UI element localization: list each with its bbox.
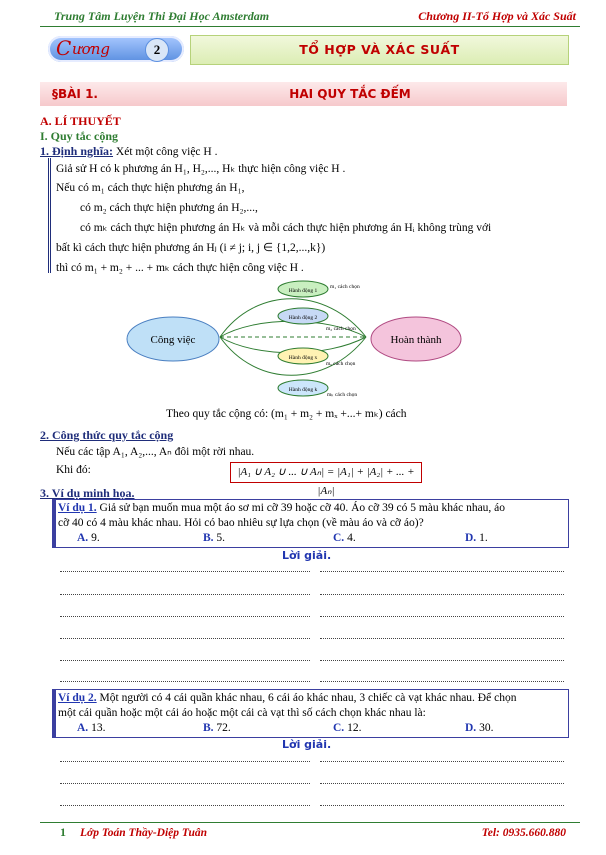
def-line-4: có mₖ cách thực hiện phương án Hₖ và mỗi cách thực hiện phương án Hᵢ không trùng với bbox=[80, 222, 492, 234]
answer-line bbox=[60, 615, 310, 617]
formula-condition: Nếu các tập A₁, A₂,..., Aₙ đôi một rời nhau. bbox=[56, 446, 255, 458]
option-letter: C. bbox=[333, 722, 345, 734]
answer-line bbox=[320, 782, 564, 784]
section-3-heading: 3. Ví dụ minh họa. bbox=[40, 486, 135, 500]
option-letter: A. bbox=[77, 532, 89, 544]
example-2-option-b bbox=[203, 722, 231, 734]
start-label: Công việc bbox=[150, 334, 196, 346]
chapter-number: 2 bbox=[145, 38, 169, 62]
example-1-text-1: Giả sử bạn muốn mua một áo sơ mi cỡ 39 hoặc cỡ 40. Áo cỡ 39 có 5 màu khác nhau, áo bbox=[99, 502, 506, 514]
def-line-1: Giả sử H có k phương án H₁, H₂,..., Hₖ thực hiện công việc H . bbox=[56, 163, 346, 175]
definition-bar bbox=[48, 158, 51, 273]
example-1-option-d bbox=[465, 532, 488, 544]
answer-line bbox=[60, 593, 310, 595]
action-1-label: Hành động 1 bbox=[288, 288, 318, 294]
footer-teacher: Lớp Toán Thầy-Diệp Tuân bbox=[80, 827, 208, 839]
answer-line bbox=[320, 593, 564, 595]
section-a-heading: A. LÍ THUYẾT bbox=[40, 114, 121, 128]
header-rule bbox=[40, 26, 580, 27]
answer-line bbox=[320, 680, 564, 682]
option-letter: B. bbox=[203, 532, 214, 544]
chapter-first-letter: C bbox=[56, 36, 72, 60]
example-2-line-1 bbox=[58, 692, 516, 704]
chapter-title: TỔ HỢP VÀ XÁC SUẤT bbox=[190, 35, 569, 65]
def-line-3: có m₂ cách thực hiện phương án H₂,..., bbox=[80, 202, 258, 214]
option-letter: D. bbox=[465, 532, 477, 544]
addition-formula: |A₁ ∪ A₂ ∪ ... ∪ Aₙ| = |A₁| + |A₂| + ... + |Aₙ| bbox=[230, 462, 422, 483]
chapter-word: ương bbox=[72, 40, 110, 58]
answer-line bbox=[60, 570, 310, 572]
option-letter: C. bbox=[333, 532, 345, 544]
action-x-label: Hành động x bbox=[288, 355, 318, 361]
action-k-label: Hành động k bbox=[288, 387, 318, 393]
addition-rule-diagram bbox=[126, 276, 462, 402]
answer-line bbox=[60, 782, 310, 784]
lesson-title: HAI QUY TẮC ĐẾM bbox=[289, 87, 411, 101]
example-2-option-c bbox=[333, 722, 361, 734]
def-line-5: bất kì cách thực hiện phương án Hⱼ (i ≠ j; i, j ∈ {1,2,...,k}) bbox=[56, 242, 326, 254]
end-label: Hoàn thành bbox=[390, 334, 442, 346]
answer-line bbox=[320, 637, 564, 639]
option-value: 72. bbox=[216, 722, 231, 734]
footer-rule bbox=[40, 822, 580, 823]
example-1-text-2: cỡ 40 có 4 màu khác nhau. Hỏi có bao nhiêu sự lựa chọn (về màu áo và cỡ áo)? bbox=[58, 517, 424, 529]
example-2-text-2: một cái quần hoặc một cái áo hoặc một cái cà vạt thì số cách chọn khác nhau là: bbox=[58, 707, 426, 719]
header-center-name: Trung Tâm Luyện Thi Đại Học Amsterdam bbox=[54, 9, 270, 23]
answer-line bbox=[60, 760, 310, 762]
answer-line bbox=[60, 659, 310, 661]
option-value: 9. bbox=[91, 532, 100, 544]
example-2-label: Ví dụ 2. bbox=[58, 692, 97, 704]
option-letter: D. bbox=[465, 722, 477, 734]
example-2-option-a bbox=[77, 722, 105, 734]
solution-2-label: Lời giải. bbox=[282, 738, 332, 751]
answer-line bbox=[60, 637, 310, 639]
answer-line bbox=[320, 804, 564, 806]
page-number: 1 bbox=[60, 825, 66, 839]
action-x-ways: mₓ cách chọn bbox=[326, 361, 356, 367]
section-2-heading: 2. Công thức quy tắc cộng bbox=[40, 428, 174, 442]
example-1-label: Ví dụ 1. bbox=[58, 502, 97, 514]
definition-label: 1. Định nghĩa: bbox=[40, 144, 114, 158]
action-2-ways: m₂ cách chọn bbox=[326, 326, 356, 332]
action-1-ways: m₁ cách chọn bbox=[330, 284, 360, 290]
lesson-label: §BÀI 1. bbox=[52, 87, 98, 101]
example-1-line-1 bbox=[58, 502, 505, 514]
option-value: 13. bbox=[91, 722, 106, 734]
option-value: 30. bbox=[479, 722, 494, 734]
diagram-caption: Theo quy tắc cộng có: (m₁ + m₂ + mₓ +...+ mₖ) cách bbox=[166, 408, 407, 420]
example-1-option-a bbox=[77, 532, 100, 544]
example-2-option-d bbox=[465, 722, 493, 734]
option-value: 12. bbox=[347, 722, 362, 734]
definition-line bbox=[40, 144, 217, 159]
answer-line bbox=[60, 680, 310, 682]
header-chapter-name: Chương II-Tổ Hợp và Xác Suất bbox=[418, 9, 576, 23]
solution-1-label: Lời giải. bbox=[282, 549, 332, 562]
def-line-6: thì có m₁ + m₂ + ... + mₖ cách thực hiện công việc H . bbox=[56, 262, 304, 274]
option-letter: B. bbox=[203, 722, 214, 734]
answer-line bbox=[320, 659, 564, 661]
option-value: 1. bbox=[479, 532, 488, 544]
option-letter: A. bbox=[77, 722, 89, 734]
example-1-option-c bbox=[333, 532, 356, 544]
example-2-text-1: Một người có 4 cái quần khác nhau, 6 cái áo khác nhau, 3 chiếc cà vạt khác nhau. Để chọn bbox=[99, 692, 517, 704]
answer-line bbox=[60, 804, 310, 806]
option-value: 4. bbox=[347, 532, 356, 544]
answer-line bbox=[320, 615, 564, 617]
section-i-heading: I. Quy tắc cộng bbox=[40, 129, 118, 143]
formula-then: Khi đó: bbox=[56, 464, 91, 476]
definition-text: Xét một công việc H . bbox=[115, 146, 218, 158]
action-k-ways: mₖ cách chọn bbox=[327, 392, 358, 398]
action-2-label: Hành động 2 bbox=[288, 315, 318, 321]
example-1-option-b bbox=[203, 532, 225, 544]
answer-line bbox=[320, 570, 564, 572]
footer-phone: Tel: 0935.660.880 bbox=[481, 827, 566, 839]
answer-line bbox=[320, 760, 564, 762]
def-line-2: Nếu có m₁ cách thực hiện phương án H₁, bbox=[56, 182, 245, 194]
option-value: 5. bbox=[216, 532, 226, 544]
